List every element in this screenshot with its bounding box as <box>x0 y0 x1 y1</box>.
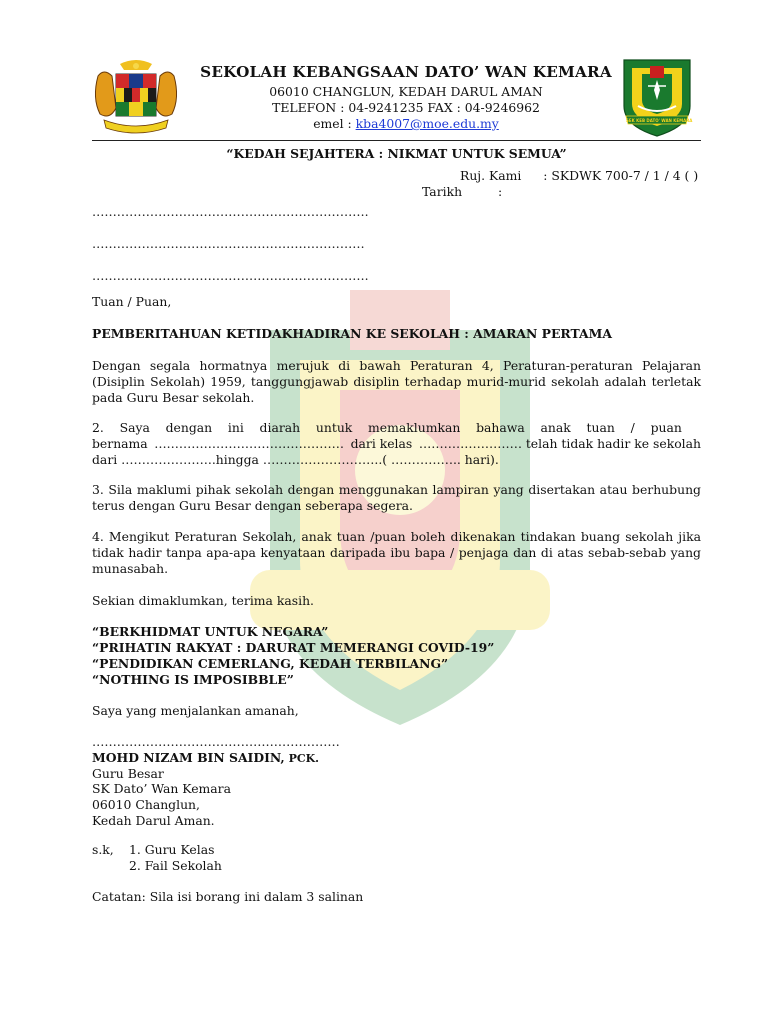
malaysia-coat-of-arms-icon <box>90 58 182 136</box>
school-address: 06010 CHANGLUN, KEDAH DARUL AMAN <box>269 84 543 99</box>
signatory-postcode: 06010 Changlun, <box>92 797 200 812</box>
signatory-honor: PCK. <box>284 752 319 765</box>
date-value: : <box>497 184 503 199</box>
student-name-blank[interactable]: ….…………………………………… <box>154 436 345 451</box>
motto-1: “BERKHIDMAT UNTUK NEGARA” <box>92 624 329 639</box>
school-crest-text: SEK KEB DATO' WAN KEMARA <box>626 118 693 123</box>
paragraph-2-line-2 <box>92 436 701 452</box>
signatory-school: SK Dato’ Wan Kemara <box>92 781 231 796</box>
paragraph-2-line-1: 2. Saya dengan ini diarah untuk memaklumkan bahawa anak tuan / puan <box>92 420 682 435</box>
recipient-line-1[interactable]: …………………………………………………………. <box>92 204 369 219</box>
signature-intro: Saya yang menjalankan amanah, <box>92 703 299 718</box>
cc-label: s.k, <box>92 842 114 857</box>
closing-line: Sekian dimaklumkan, terima kasih. <box>92 593 314 608</box>
telephone-fax: TELEFON : 04-9241235 FAX : 04-9246962 <box>272 100 540 115</box>
paragraph-3: 3. Sila maklumi pihak sekolah dengan menggunakan lampiran yang disertakan atau berhubung terus dengan Guru Besar dengan seberapa segera. <box>92 482 701 513</box>
signatory-state: Kedah Darul Aman. <box>92 813 215 828</box>
absence-dates-line[interactable]: dari …………………..hingga ………………………..( …………….. hari). <box>92 452 499 467</box>
class-label: dari kelas <box>350 436 413 451</box>
class-blank[interactable]: ……………………. telah tidak hadir ke sekolah <box>418 436 701 451</box>
school-name: SEKOLAH KEBANGSAAN DATO’ WAN KEMARA <box>200 63 612 81</box>
signatory-fullname: MOHD NIZAM BIN SAIDIN, <box>92 750 285 765</box>
motto-2: “PRIHATIN RAKYAT : DARURAT MEMERANGI COVID-19” <box>92 640 495 655</box>
cc-item: 2. Fail Sekolah <box>129 858 222 873</box>
student-name-label: bernama <box>92 436 148 451</box>
intro-paragraph: Dengan segala hormatnya merujuk di bawah Peraturan 4, Peraturan-peraturan Pelajaran (Disiplin Sekolah) 1959, tanggungjawab disiplin terhadap murid-murid sekolah adalah terletak pada Guru Besar sekolah. <box>92 358 701 405</box>
state-slogan: “KEDAH SEJAHTERA : NIKMAT UNTUK SEMUA” <box>226 146 567 161</box>
motto-3: “PENDIDIKAN CEMERLANG, KEDAH TERBILANG” <box>92 656 449 671</box>
signatory-name <box>92 750 319 767</box>
signature-line[interactable]: …………………………………………………… <box>92 734 340 749</box>
paragraph-4: 4. Mengikut Peraturan Sekolah, anak tuan /puan boleh dikenakan tindakan buang sekolah jika tidak hadir tanpa apa-apa kenyataan daripada ibu bapa / penjaga dan di atas sebab-sebab yang munasabah. <box>92 529 701 576</box>
signatory-position: Guru Besar <box>92 766 164 781</box>
subject-line: PEMBERITAHUAN KETIDAKHADIRAN KE SEKOLAH : AMARAN PERTAMA <box>92 326 612 341</box>
email-line <box>180 116 632 132</box>
recipient-line-2[interactable]: ………………………………………………………… <box>92 236 365 251</box>
email-label: emel : <box>313 116 356 131</box>
ref-label: Ruj. Kami <box>460 168 522 183</box>
header-divider <box>92 140 701 141</box>
date-label: Tarikh <box>422 184 463 199</box>
ref-value: : SKDWK 700-7 / 1 / 4 ( ) <box>543 168 699 183</box>
recipient-line-3[interactable]: …………………………………………………………. <box>92 268 369 283</box>
reference-number <box>460 168 698 184</box>
motto-4: “NOTHING IS IMPOSIBBLE” <box>92 672 294 687</box>
cc-item: 1. Guru Kelas <box>129 842 215 857</box>
note-line: Catatan: Sila isi borang ini dalam 3 salinan <box>92 889 364 904</box>
email-link[interactable]: kba4007@moe.edu.my <box>355 116 499 131</box>
date-line <box>422 184 502 200</box>
salutation: Tuan / Puan, <box>92 294 172 309</box>
